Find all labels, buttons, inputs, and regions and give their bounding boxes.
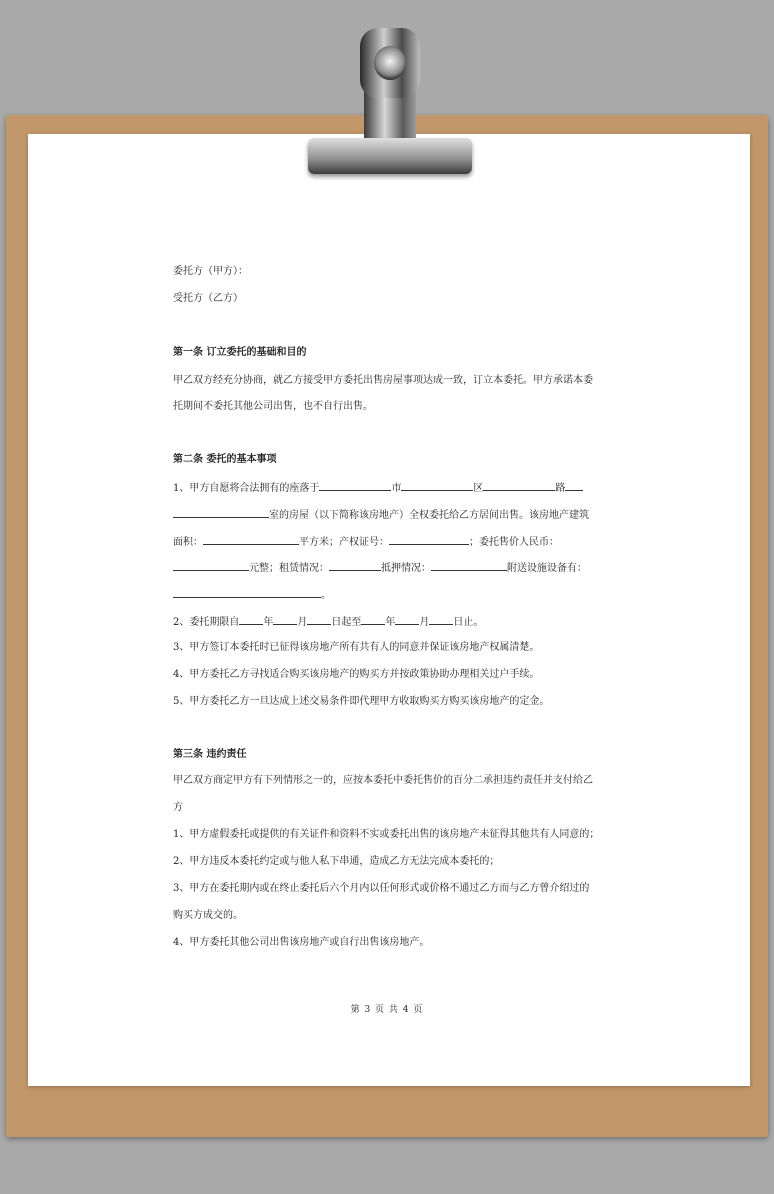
article1-para-1: 甲乙双方经充分协商，就乙方接受甲方委托出售房屋事项达成一致，订立本委托。甲方承诺本委 <box>173 375 593 386</box>
article3-item-1: 1、甲方虚假委托或提供的有关证件和资料不实或委托出售的该房地产未征得其他共有人同意的； <box>173 829 600 840</box>
article2-line-3 <box>173 534 559 550</box>
lease-label: 元整；租赁情况： <box>249 563 329 574</box>
article3-item-2: 2、甲方违反本委托约定或与他人私下串通，造成乙方无法完成本委托的； <box>173 856 500 867</box>
article2-item-5: 5、甲方委托乙方一旦达成上述交易条件即代理甲方收取购买方购买该房地产的定金。 <box>173 696 550 707</box>
party-a-label: 委托方（甲方）： <box>173 266 248 277</box>
end-day-blank <box>429 614 453 625</box>
room-label: 室的房屋（以下简称该房地产）全权委托给乙方居间出售。该房地产建筑 <box>269 510 589 521</box>
road-label: 路 <box>555 483 566 494</box>
start-month-label: 月 <box>297 617 308 628</box>
city-label: 市 <box>391 483 402 494</box>
term-label: 2、委托期限自 <box>173 617 240 628</box>
article3-item-3a: 3、甲方在委托期内或在终止委托后六个月内以任何形式或价格不通过乙方而与乙方曾介绍过的 <box>173 883 590 894</box>
clip-ring <box>360 28 420 98</box>
binder-clip <box>300 28 480 178</box>
start-year-label: 年 <box>263 617 274 628</box>
article2-line-2 <box>173 507 589 523</box>
area-blank <box>203 534 299 545</box>
start-year-blank <box>239 614 263 625</box>
article1-para-2: 托期间不委托其他公司出售，也不自行出售。 <box>173 401 373 412</box>
article3-item-3b: 购买方成交的。 <box>173 910 243 921</box>
start-day-label: 日起至 <box>331 617 362 628</box>
district-label: 区 <box>473 483 484 494</box>
article2-title: 第二条 委托的基本事项 <box>173 454 277 465</box>
cert-blank <box>389 534 469 545</box>
article2-line-5 <box>173 587 331 603</box>
article2-item-4: 4、甲方委托乙方寻找适合购买该房地产的购买方并按政策协助办理相关过户手续。 <box>173 669 540 680</box>
article3-para-2: 方 <box>173 802 183 813</box>
start-day-blank <box>307 614 331 625</box>
article3-item-4: 4、甲方委托其他公司出售该房地产或自行出售该房地产。 <box>173 937 430 948</box>
district-blank <box>401 480 473 491</box>
article2-line-4 <box>173 560 587 576</box>
party-b-label: 受托方（乙方） <box>173 293 243 304</box>
end-day-label: 日止。 <box>453 617 484 628</box>
end-year-label: 年 <box>385 617 396 628</box>
page-number: 第 3 页 共 4 页 <box>350 1005 424 1015</box>
end-month-label: 月 <box>419 617 430 628</box>
mortgage-label: 抵押情况： <box>381 563 431 574</box>
room-blank <box>173 507 269 518</box>
end-year-blank <box>361 614 385 625</box>
road-blank <box>483 480 555 491</box>
price-label: ；委托售价人民币： <box>469 537 559 548</box>
mortgage-blank <box>431 560 507 571</box>
period-end-mark: 。 <box>321 590 331 601</box>
facilities-blank <box>173 587 321 598</box>
article1-title: 第一条 订立委托的基础和目的 <box>173 347 307 358</box>
clip-hole <box>374 46 406 80</box>
location-label: 1、甲方自愿将合法拥有的座落于 <box>173 483 320 494</box>
article2-line-6 <box>173 614 483 630</box>
road-number-blank <box>565 480 583 491</box>
lease-blank <box>329 560 381 571</box>
end-month-blank <box>395 614 419 625</box>
article3-title: 第三条 违约责任 <box>173 749 247 760</box>
price-blank <box>173 560 249 571</box>
area-label: 面积： <box>173 537 203 548</box>
clip-base <box>308 138 472 174</box>
city-blank <box>319 480 391 491</box>
article2-item-3: 3、甲方签订本委托时已征得该房地产所有共有人的同意并保证该房地产权属清楚。 <box>173 642 540 653</box>
start-month-blank <box>273 614 297 625</box>
cert-label: 平方米；产权证号： <box>299 537 389 548</box>
article3-para-1: 甲乙双方商定甲方有下列情形之一的，应按本委托中委托售价的百分二承担违约责任并支付给乙 <box>173 775 593 786</box>
facilities-label: 附送设施设备有： <box>507 563 587 574</box>
article2-line-1 <box>173 480 583 496</box>
